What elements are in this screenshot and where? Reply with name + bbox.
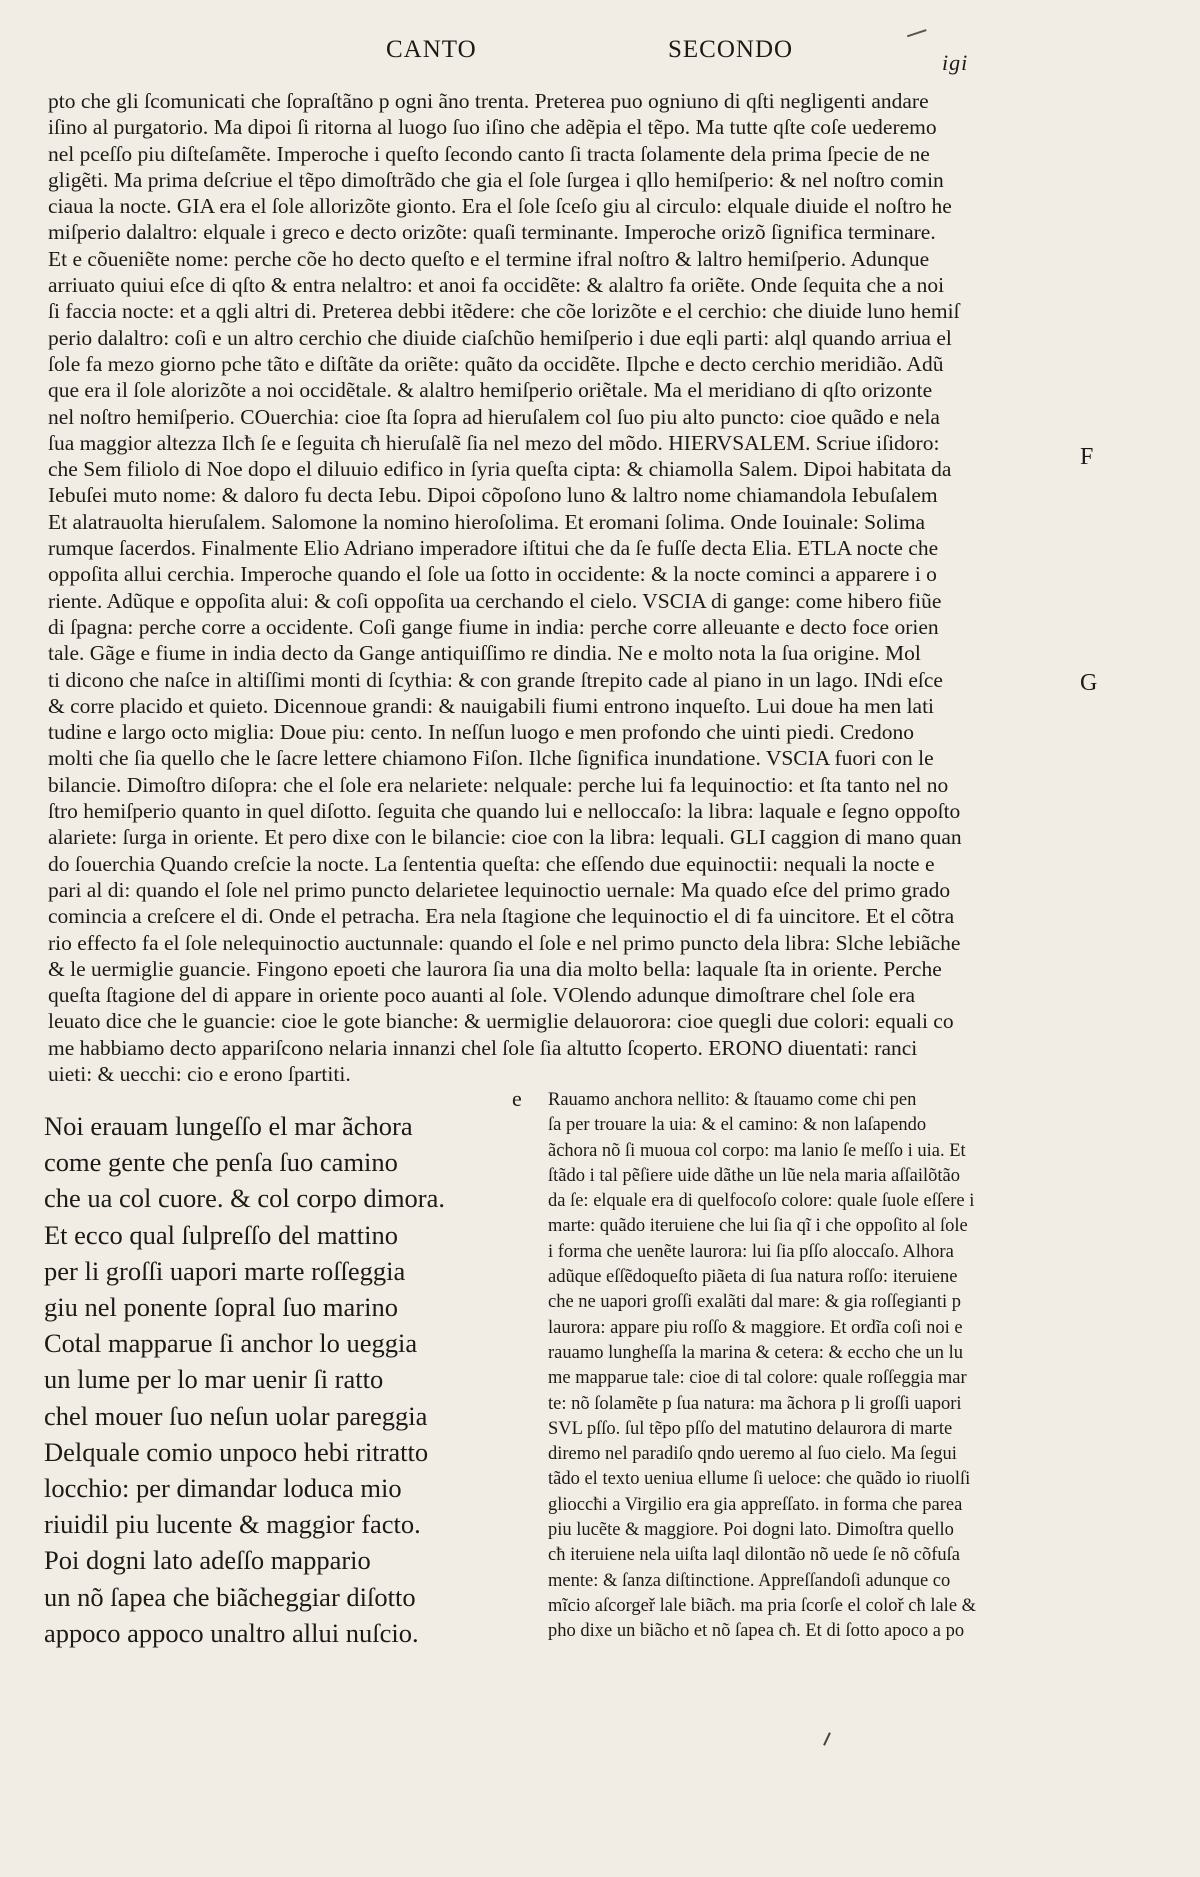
commentary-line: & le uermiglie guancie. Fingono epoeti che laurora ſia una dia molto bella: laquale ſta in oriente. Perche: [48, 956, 942, 981]
commentary-line: leuato dice che le guancie: cioe le gote bianche: & uermiglie delauorora: cioe quegli due colori: equali co: [48, 1009, 954, 1034]
gloss-line: da ſe: elquale era di quelfocoſo colore: quale ſuole eſſere i: [548, 1191, 975, 1212]
gloss-line: i forma che uenẽte laurora: lui ſia pſſo aloccaſo. Alhora: [548, 1241, 954, 1262]
commentary-line: pari al di: quando el ſole nel primo puncto delarietee lequinoctio uernale: Ma quado eſce del primo grado: [48, 877, 951, 902]
gloss-line: mente: & ſanza diſtinctione. Appreſſandoſi adunque co: [548, 1570, 951, 1591]
running-head-right: SECONDO: [668, 36, 794, 63]
commentary-line: molti che ſia quello che le ſacre lettere chiamono Fiſon. Ilche ſignifica inundatione. VSCIA fuori con le: [48, 746, 934, 771]
gloss-line: cħ iteruiene nela uiſta laql dilontão nõ uede ſe nõ cõfuſa: [548, 1545, 960, 1566]
commentary-line: iſino al purgatorio. Ma dipoi ſi ritorna al luogo ſuo iſino che adẽpia el tẽpo. Ma tutte qſte coſe uederemo: [48, 115, 937, 140]
commentary-line: ti dicono che naſce in altiſſimi monti di ſcythia: & con grande ſtrepito cade al piano in un lago. INdi eſce: [48, 667, 943, 692]
poem-verse: giu nel ponente ſopral ſuo marino: [44, 1292, 398, 1323]
poem-verse: Noi erauam lungeſſo el mar ãchora: [44, 1111, 413, 1141]
margin-letter-f: F: [1080, 444, 1094, 470]
poem-verse: Poi dogni lato adeſſo mappario: [44, 1545, 371, 1576]
gloss-line: pho dixe un biãcho et nõ ſapea cħ. Et di ſotto apoco a po: [548, 1621, 965, 1642]
commentary-line: nel pceſſo piu diſteſamẽte. Imperoche i queſto ſecondo canto ſi tracta ſolamente dela prima ſpecie de ne: [48, 141, 930, 166]
commentary-line: que era il ſole alorizõte a noi occidẽtale. & alaltro hemiſperio oriẽtale. Ma el meridiano di qſto orizonte: [48, 378, 933, 403]
gloss-line: marte: quãdo iteruiene che lui ſia qĩ i che oppoſito al ſole: [548, 1216, 968, 1237]
gloss-line: tãdo el texto ueniua ellume ſi ueloce: che quãdo io riuolſi: [548, 1469, 971, 1490]
commentary-line: & corre placido et quieto. Dicennoue grandi: & nauigabili fiumi entrono inqueſto. Lui doue ha men lati: [48, 693, 935, 718]
commentary-line: perio dalaltro: coſi e un altro cerchio che diuide ciaſchũo hemiſperio i due eqli parti: alql quando arriua el: [48, 325, 952, 350]
commentary-line: gligẽti. Ma prima deſcriue el tẽpo dimoſtrãdo che gia el ſole ſurgea i qllo hemiſperio: & nel noſtro comin: [48, 167, 944, 192]
gloss-line: me mapparue tale: cioe di tal colore: quale roſſeggia mar: [548, 1368, 967, 1389]
gloss-line: che ne uapori groſſi exalãti dal mare: & gia roſſegianti p: [548, 1292, 962, 1313]
gloss-line: mĩcio aſcorgeř lale biãcħ. ma pria ſcorſe el coloř cħ lale &: [548, 1595, 977, 1616]
gloss-line: laurora: appare piu roſſo & maggiore. Et ordĩa coſi noi e: [548, 1317, 963, 1338]
running-header: [0, 36, 1200, 76]
gloss-line: ſtãdo i tal pẽſiere uide dãthe un lũe nela maria aſſailõtão: [548, 1165, 960, 1186]
commentary-line: tale. Gãge e fiume in india decto da Gange antiquiſſimo re dindia. Ne e molto nota la ſua origine. Mol: [48, 641, 921, 666]
commentary-line: miſperio dalaltro: elquale i greco e decto orizõte: quaſi terminante. Imperoche orizõ ſignifica terminare.: [48, 220, 936, 245]
commentary-line: ſole fa mezo giorno pche tãto e diſtãte da oriẽte: quãto da occidẽte. Ilpche e decto cerchio meridião. Adũ: [48, 351, 944, 376]
commentary-block: [48, 88, 1074, 1087]
gloss-line: rauamo lungheſſa la marina & cetera: & eccho che un lu: [548, 1342, 964, 1363]
poem-verse: Cotal mapparue ſi anchor lo ueggia: [44, 1328, 418, 1359]
commentary-line: ciaua la nocte. GIA era el ſole allorizõte gionto. Era el ſole ſceſo giu al circulo: elquale diuide el noſtro he: [48, 194, 952, 219]
commentary-line: arriuato quiui eſce di qſto & entra nelaltro: et anoi fa occidẽte: & alaltro fa oriẽte. Onde ſequita che a noi: [48, 273, 945, 298]
poem-verse: come gente che penſa ſuo camino: [44, 1147, 398, 1178]
poem-verse: un lume per lo mar uenir ſi ratto: [44, 1364, 384, 1395]
commentary-line: tudine e largo octo miglia: Doue piu: cento. In neſſun luogo e men profondo che uinti piedi. Credono: [48, 720, 914, 745]
poem-verses: [44, 1108, 514, 1651]
commentary-line: do ſouerchia Quando creſcie la nocte. La ſententia queſta: che eſſendo due equinoctii: nequali la nocte e: [48, 851, 935, 876]
commentary-line: uieti: & uecchi: cio e erono ſpartiti.: [48, 1061, 351, 1086]
commentary-line: ſtro hemiſperio quanto in quel diſotto. ſeguita che quando lui e nelloccaſo: la libra: laquale e ſegno oppoſto: [48, 799, 961, 824]
gloss-line: piu lucẽte & maggiore. Poi dogni lato. Dimoſtra quello: [548, 1520, 954, 1541]
commentary-line: oppoſita allui cerchia. Imperoche quando el ſole ua ſotto in occidente: & la nocte cominci a apparere i o: [48, 562, 937, 587]
commentary-line: che Sem filiolo di Noe dopo el diluuio edifico in ſyria queſta cipta: & chiamolla Salem. Dipoi habitata da: [48, 457, 952, 482]
poem-verse: riuidil piu lucente & maggior facto.: [44, 1509, 421, 1540]
poem-verse: per li groſſi uapori marte roſſeggia: [44, 1255, 406, 1286]
margin-letter-e: e: [512, 1086, 522, 1111]
gloss-line: adũque eſſẽdoqueſto piãeta di ſua natura roſſo: iteruiene: [548, 1267, 958, 1288]
commentary-line: Et alatrauolta hieruſalem. Salomone la nomino hieroſolima. Et eromani ſolima. Onde Iouinale: Solima: [48, 509, 926, 534]
gloss-line: Rauamo anchora nellito: & ſtauamo come chi pen: [548, 1090, 917, 1110]
pen-mark-bottom: [823, 1732, 831, 1746]
poem-verse: Et ecco qual ſulpreſſo del mattino: [44, 1219, 398, 1250]
gloss-line: SVL pſſo. ſul tẽpo pſſo del matutino delaurora di marte: [548, 1418, 953, 1439]
gloss-line: diremo nel paradiſo qndo ueremo al ſuo cielo. Ma ſegui: [548, 1444, 957, 1465]
commentary-line: nel noſtro hemiſperio. COuerchia: cioe ſta ſopra ad hieruſalem col ſuo piu alto puncto: cioe quãdo e nela: [48, 404, 940, 429]
commentary-line: Et e cõueniẽte nome: perche cõe ho decto queſto e el termine ifral noſtro & laltro hemiſperio. Adunque: [48, 246, 930, 271]
commentary-line: pto che gli ſcomunicati che ſopraſtãno p ogni ãno trenta. Preterea puo ogniuno di qſti negligenti andare: [48, 89, 929, 113]
poem-verse: locchio: per dimandar loduca mio: [44, 1473, 402, 1504]
commentary-line: ſi faccia nocte: et a qgli altri di. Preterea debbi itẽdere: che cõe lorizõte e el cerchio: che diuide luno hemiſ: [48, 299, 960, 324]
commentary-line: me habbiamo decto appariſcono nelaria innanzi chel ſole ſia altutto ſcoperto. ERONO diuentati: ranci: [48, 1035, 918, 1060]
folio-number: igi: [942, 50, 969, 75]
commentary-line: comincia a creſcere el di. Onde el petracha. Era nela ſtagione che lequinoctio el di fa uincitore. Et el cõtra: [48, 904, 955, 929]
gloss-line: te: nõ ſolamẽte p ſua natura: ma ãchora p li groſſi uapori: [548, 1393, 962, 1414]
commentary-line: di ſpagna: perche corre a occidente. Coſi gange fiume in india: perche corre alleuante e decto foce orien: [48, 614, 939, 639]
poem-verse: un nõ ſapea che biãcheggiar diſotto: [44, 1581, 416, 1612]
gloss-line: ſa per trouare la uia: & el camino: & non laſapendo: [548, 1115, 927, 1136]
running-head-left: CANTO: [386, 36, 477, 63]
margin-letter-g: G: [1080, 670, 1098, 696]
poem-verse: chel mouer ſuo neſun uolar pareggia: [44, 1400, 428, 1431]
poem-verse: appoco appoco unaltro allui nuſcio.: [44, 1617, 419, 1648]
commentary-line: rumque ſacerdos. Finalmente Elio Adriano imperadore iſtitui che da ſe fuſſe decta Elia. ETLA nocte che: [48, 536, 939, 561]
commentary-line: rio effecto fa el ſole nelequinoctio auctunnale: quando el ſole e nel primo puncto dela libra: Slche lebiãche: [48, 930, 961, 955]
commentary-line: queſta ſtagione del di appare in oriente poco auanti al ſole. VOlendo adunque dimoſtrare chel ſole era: [48, 983, 916, 1008]
gloss-line: glioccħi a Virgilio era gia appreſſato. in forma che parea: [548, 1494, 963, 1515]
gloss-line: ãchora nõ ſi muoua col corpo: ma lanio ſe meſſo i uia. Et: [548, 1140, 966, 1161]
poem-verse: Delquale comio unpoco hebi ritratto: [44, 1436, 429, 1467]
commentary-line: Iebuſei muto nome: & daloro fu decta Iebu. Dipoi cõpoſono luno & laltro nome chiamandola Iebuſalem: [48, 483, 938, 508]
commentary-line: alariete: ſurga in oriente. Et pero dixe con le bilancie: cioe con la libra: lequali. GLI caggion di mano quan: [48, 825, 962, 850]
poem-verse: che ua col cuore. & col corpo dimora.: [44, 1183, 446, 1214]
commentary-line: ſua maggior altezza Ilcħ ſe e ſeguita cħ hieruſalẽ ſia nel mezo del mõdo. HIERVSALEM. Scriue iſidoro:: [48, 430, 940, 455]
gloss-block: [548, 1088, 1070, 1645]
commentary-line: bilancie. Dimoſtro diſopra: che el ſole era nelariete: nelquale: perche lui fa lequinoctio: et ſta tanto nel no: [48, 772, 949, 797]
commentary-line: riente. Adũque e oppoſita alui: & coſi oppoſita ua cerchando el cielo. VSCIA di gange: come hibero fiũe: [48, 588, 942, 613]
